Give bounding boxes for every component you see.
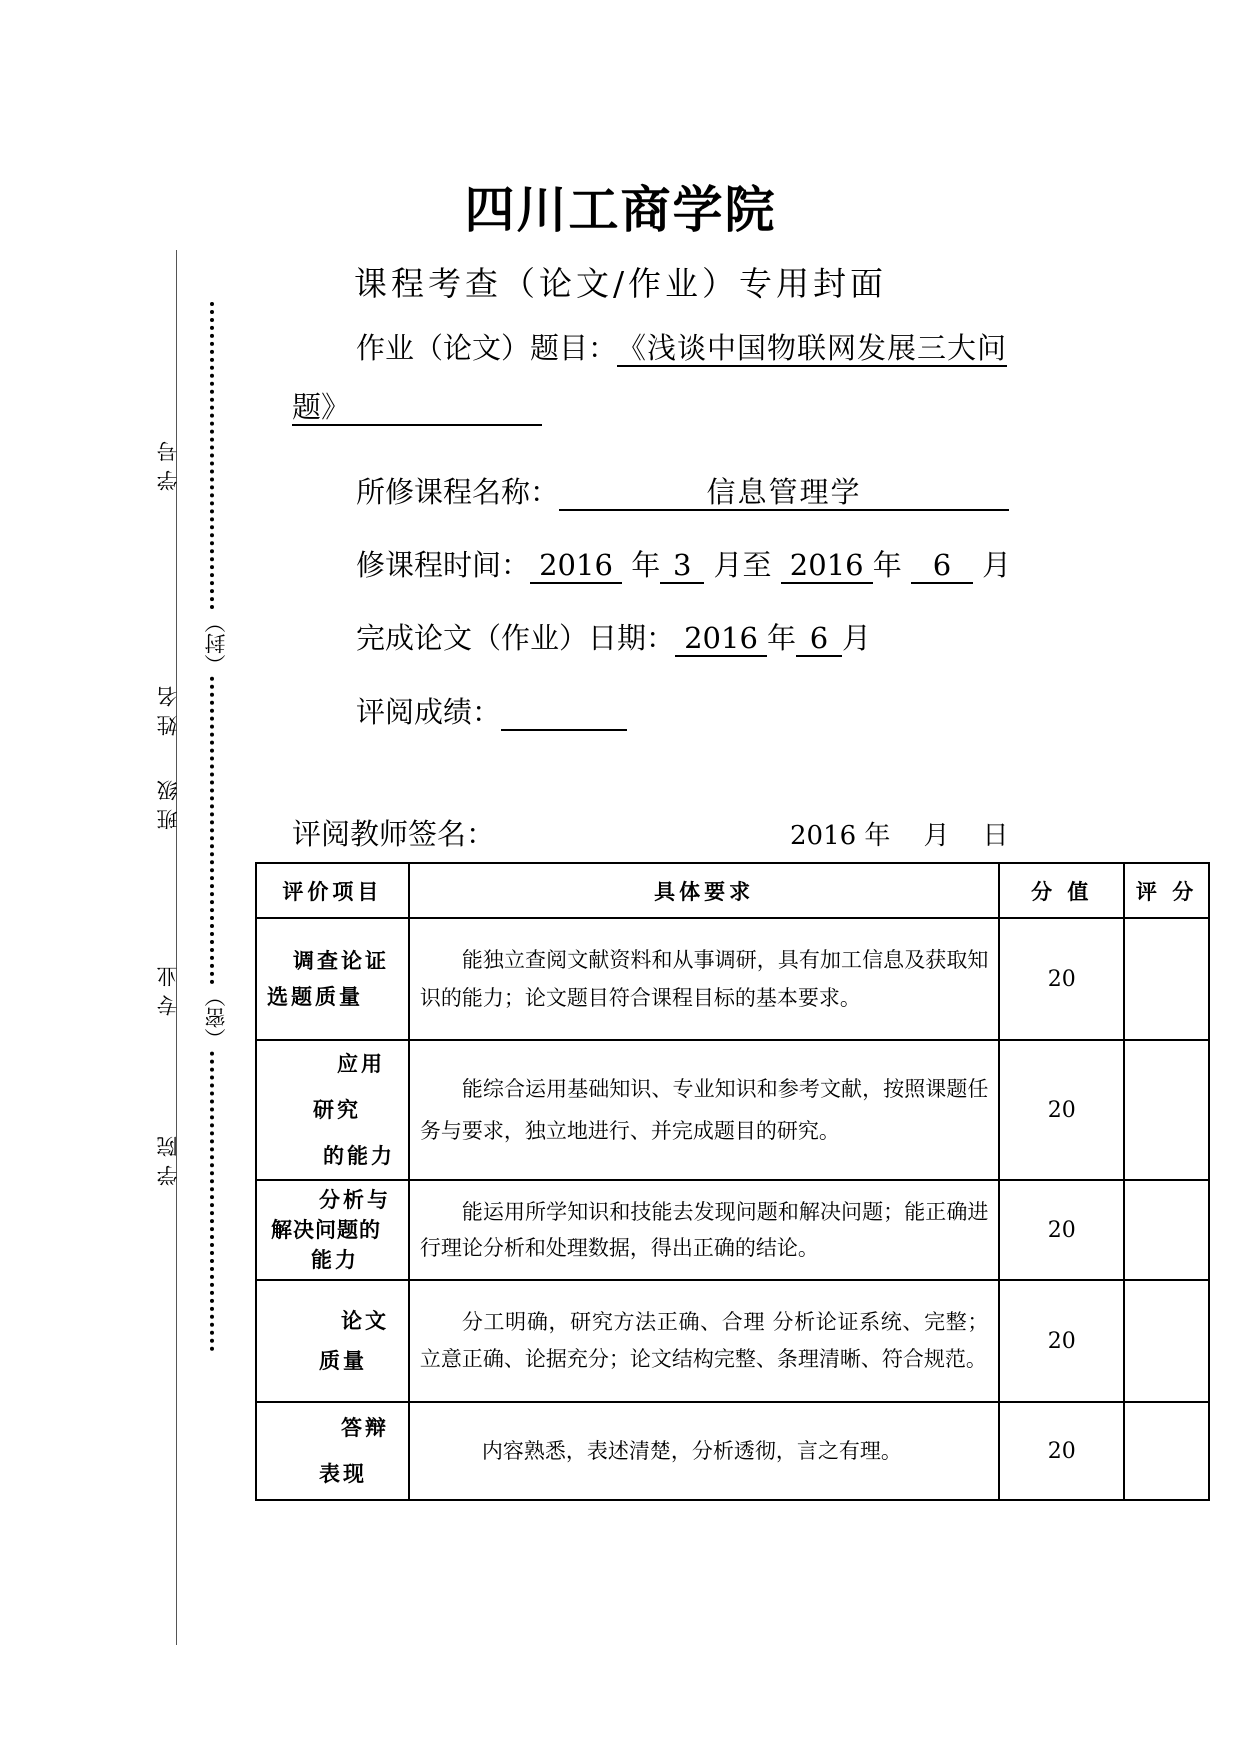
requirement-text: 分工明确，研究方法正确、合理 分析论证系统、完整；立意正确、论据充分；论文结构完整、条理清晰、符合规范。 [419, 1310, 989, 1371]
item-line: 调查论证 [293, 949, 389, 973]
teacher-sign-label: 评阅教师签名： [292, 817, 496, 851]
period-month-to: 月至 [713, 548, 772, 582]
period-end-month[interactable]: 6 [911, 550, 973, 584]
requirement-cell [409, 1180, 1000, 1280]
score-cell: 20 [999, 918, 1124, 1040]
score-cell: 20 [999, 1280, 1124, 1402]
grade-cell[interactable] [1124, 1402, 1209, 1500]
course-row [356, 470, 1009, 511]
period-end-year[interactable]: 2016 [781, 550, 873, 584]
period-row [356, 543, 1011, 584]
item-cell [256, 1180, 409, 1280]
table-row [256, 1180, 1209, 1280]
item-line: 的能力 [323, 1144, 395, 1168]
header-grade: 评 分 [1124, 863, 1209, 918]
period-start-year[interactable]: 2016 [530, 550, 622, 584]
requirement-text: 能综合运用基础知识、专业知识和参考文献，按照课题任务与要求，独立地进行、并完成题目的研究。 [419, 1077, 989, 1143]
item-line: 能力 [311, 1248, 359, 1272]
header-item: 评价项目 [256, 863, 409, 918]
score-cell: 20 [999, 1402, 1124, 1500]
item-cell [256, 1402, 409, 1500]
completion-row [356, 616, 871, 657]
completion-year[interactable]: 2016 [675, 623, 767, 657]
requirement-text: 能独立查阅文献资料和从事调研，具有加工信息及获取知识的能力；论文题目符合课程目标的基本要求。 [419, 948, 989, 1010]
completion-label: 完成论文（作业）日期： [356, 621, 676, 655]
requirement-cell [409, 1040, 1000, 1180]
completion-month-char: 月 [842, 621, 872, 655]
binding-name-label: 姓名 [156, 678, 180, 736]
course-value[interactable]: 信息管理学 [559, 477, 1009, 511]
grade-value[interactable] [501, 697, 627, 731]
sign-date: 2016 年 月 日 [790, 821, 1009, 851]
binding-class-label: 班级 [156, 772, 180, 830]
requirement-cell [409, 1402, 1000, 1500]
table-row [256, 1040, 1209, 1180]
period-year-char-1: 年 [631, 548, 661, 582]
binding-dotted-line [210, 302, 214, 1352]
binding-major-label: 专业 [156, 958, 180, 1016]
item-cell [256, 1280, 409, 1402]
grade-cell[interactable] [1124, 1040, 1209, 1180]
grade-cell[interactable] [1124, 918, 1209, 1040]
item-line: 论文 [341, 1309, 389, 1333]
item-line: 表现 [319, 1462, 367, 1486]
item-line: 应用 [337, 1052, 385, 1076]
grade-cell[interactable] [1124, 1180, 1209, 1280]
grade-label: 评阅成绩： [356, 695, 502, 729]
item-line: 质量 [319, 1349, 367, 1373]
item-line: 分析与 [319, 1188, 391, 1212]
score-cell: 20 [999, 1180, 1124, 1280]
binding-student-id-label: 学号 [156, 433, 180, 491]
item-cell [256, 918, 409, 1040]
header-score: 分 值 [999, 863, 1124, 918]
topic-line2[interactable]: 题》 [292, 392, 542, 426]
binding-college-label: 学院 [156, 1128, 180, 1186]
header-requirement: 具体要求 [409, 863, 1000, 918]
evaluation-table [255, 862, 1210, 1501]
table-row [256, 1280, 1209, 1402]
requirement-text: 能运用所学知识和技能去发现问题和解决问题；能正确进行理论分析和处理数据，得出正确的结论。 [419, 1200, 989, 1260]
table-row [256, 918, 1209, 1040]
table-row [256, 1402, 1209, 1500]
table-header-row [256, 863, 1209, 918]
period-month-char: 月 [982, 548, 1012, 582]
topic-line1[interactable]: 《浅谈中国物联网发展三大问 [617, 331, 1008, 365]
cover-subtitle: 课程考查（论文/作业）专用封面 [353, 264, 888, 303]
grade-row [356, 690, 627, 731]
item-line: 研究 [313, 1098, 361, 1122]
completion-year-char: 年 [767, 621, 797, 655]
item-line: 选题质量 [267, 985, 363, 1009]
period-label: 修课程时间： [356, 548, 531, 582]
grade-cell[interactable] [1124, 1280, 1209, 1402]
seal-mark-bottom: （密） [201, 986, 231, 1049]
topic-row [356, 326, 1007, 367]
school-name: 四川工商学院 [464, 181, 777, 239]
item-line: 答辩 [341, 1416, 389, 1440]
topic-row-2 [292, 390, 542, 426]
seal-mark-top: （封） [201, 612, 231, 675]
completion-month[interactable]: 6 [796, 623, 842, 657]
requirement-text: 内容熟悉，表述清楚，分析透彻，言之有理。 [481, 1439, 902, 1463]
period-year-char-2: 年 [872, 548, 902, 582]
score-cell: 20 [999, 1040, 1124, 1180]
item-cell [256, 1040, 409, 1180]
topic-label: 作业（论文）题目： [356, 331, 618, 365]
period-start-month[interactable]: 3 [660, 550, 704, 584]
item-line: 解决问题的 [271, 1218, 381, 1242]
requirement-cell [409, 1280, 1000, 1402]
course-label: 所修课程名称： [356, 475, 560, 509]
requirement-cell [409, 918, 1000, 1040]
